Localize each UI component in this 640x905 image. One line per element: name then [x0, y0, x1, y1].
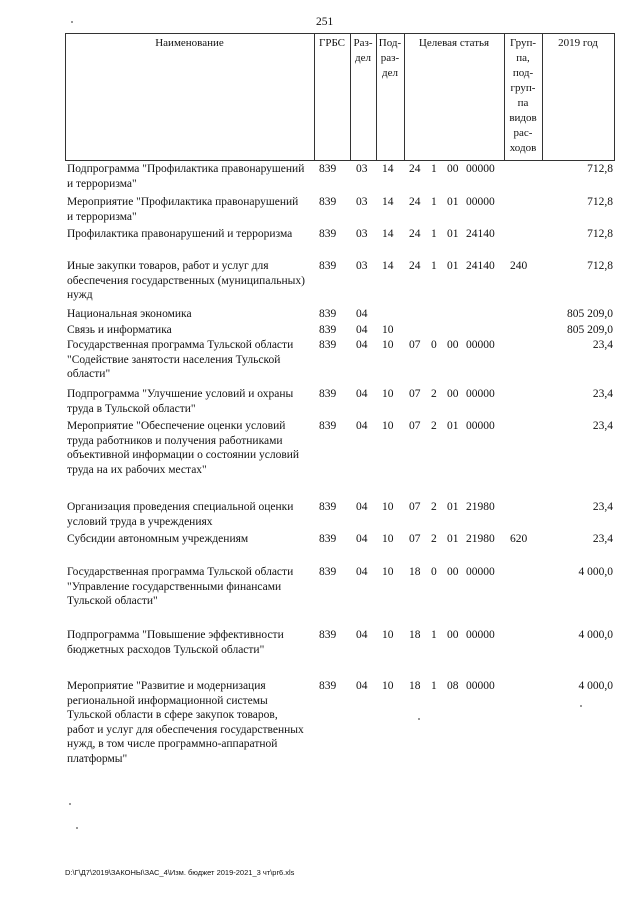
row-cs1: 18 [409, 629, 421, 641]
row-sum: 805 209,0 [567, 324, 613, 336]
scan-speck [76, 827, 78, 829]
row-name: Мероприятие "Профилактика правонарушений и терроризма" [67, 196, 299, 223]
row-cs2: 0 [431, 339, 437, 351]
row-sum: 4 000,0 [578, 566, 613, 578]
row-grbs: 839 [319, 260, 337, 272]
row-vr: 240 [510, 260, 528, 272]
row-cs4: 00000 [466, 680, 495, 692]
row-cs2: 2 [431, 388, 437, 400]
row-cs2: 2 [431, 420, 437, 432]
row-name: Субсидии автономным учреждениям [67, 533, 249, 545]
row-grbs: 839 [319, 324, 337, 336]
row-cs3: 00 [447, 629, 459, 641]
row-name: Подпрограмма "Повышение эффективности бюджетных расходов Тульской области" [67, 629, 284, 656]
row-sum: 712,8 [587, 163, 613, 175]
row-cs3: 01 [447, 501, 459, 513]
row-name: Мероприятие "Обеспечение оценки условий труда работников и получения работниками объективной информации о состоянии условий труда на их рабочих местах" [67, 420, 300, 476]
row-rz: 04 [356, 533, 368, 545]
row-cs2: 1 [431, 260, 437, 272]
row-name: Связь и информатика [67, 324, 172, 336]
row-grbs: 839 [319, 163, 337, 175]
row-cs1: 07 [409, 420, 421, 432]
header-group-line: груп- [510, 82, 536, 94]
header-group [504, 36, 542, 156]
row-rz: 04 [356, 501, 368, 513]
row-cs4: 00000 [466, 629, 495, 641]
row-cs2: 1 [431, 228, 437, 240]
row-pr: 10 [382, 501, 394, 513]
row-sum: 23,4 [592, 420, 613, 432]
row-name: Профилактика правонарушений и терроризма [67, 228, 293, 240]
row-cs4: 00000 [466, 339, 495, 351]
row-cs2: 2 [431, 501, 437, 513]
row-cs1: 24 [409, 228, 421, 240]
row-rz: 03 [356, 228, 368, 240]
row-grbs: 839 [319, 533, 337, 545]
header-group-line: рас- [513, 127, 533, 139]
row-rz: 04 [356, 324, 368, 336]
row-grbs: 839 [319, 308, 337, 320]
row-cs2: 1 [431, 680, 437, 692]
row-cs4: 00000 [466, 566, 495, 578]
header-year: 2019 год [558, 37, 598, 49]
row-name: Государственная программа Тульской области "Управление государственными финансами Тульской области" [67, 566, 294, 607]
row-pr: 10 [382, 629, 394, 641]
row-pr: 14 [382, 260, 394, 272]
row-sum: 4 000,0 [578, 680, 613, 692]
header-razdel [350, 36, 376, 66]
row-cs3: 01 [447, 260, 459, 272]
row-rz: 03 [356, 163, 368, 175]
row-cs4: 00000 [466, 163, 495, 175]
row-rz: 04 [356, 420, 368, 432]
row-sum: 712,8 [587, 260, 613, 272]
row-cs4: 21980 [466, 533, 495, 545]
scan-speck [418, 718, 420, 720]
row-cs1: 07 [409, 501, 421, 513]
row-pr: 14 [382, 163, 394, 175]
row-cs3: 00 [447, 388, 459, 400]
row-cs1: 18 [409, 680, 421, 692]
row-cs3: 08 [447, 680, 459, 692]
row-rz: 04 [356, 680, 368, 692]
row-cs1: 18 [409, 566, 421, 578]
row-sum: 23,4 [592, 388, 613, 400]
header-podrazdel-line: раз- [380, 52, 400, 64]
scan-speck [580, 705, 582, 707]
row-grbs: 839 [319, 420, 337, 432]
header-target: Целевая статья [418, 37, 490, 49]
row-cs1: 07 [409, 339, 421, 351]
header-podrazdel-line: Под- [378, 37, 402, 49]
row-cs4: 00000 [466, 388, 495, 400]
row-grbs: 839 [319, 339, 337, 351]
row-pr: 10 [382, 533, 394, 545]
row-rz: 04 [356, 566, 368, 578]
header-group-line: под- [512, 67, 534, 79]
row-cs1: 24 [409, 163, 421, 175]
row-cs4: 24140 [466, 260, 495, 272]
row-pr: 10 [382, 566, 394, 578]
page-number: 251 [316, 16, 334, 28]
row-rz: 04 [356, 308, 368, 320]
row-name: Мероприятие "Развитие и модернизация региональной информационной системы Тульской области в сфере закупок товаров, работ и услуг для обеспечения государственных нужд, в том числе программно-аппаратной платформы" [67, 680, 304, 765]
row-cs4: 00000 [466, 196, 495, 208]
row-sum: 23,4 [592, 501, 613, 513]
header-group-line: видов [509, 112, 537, 124]
row-sum: 23,4 [592, 533, 613, 545]
row-pr: 10 [382, 339, 394, 351]
row-pr: 14 [382, 228, 394, 240]
row-pr: 10 [382, 388, 394, 400]
row-grbs: 839 [319, 629, 337, 641]
header-podrazdel [376, 36, 404, 81]
row-rz: 04 [356, 388, 368, 400]
row-cs2: 1 [431, 163, 437, 175]
row-grbs: 839 [319, 680, 337, 692]
row-cs1: 07 [409, 533, 421, 545]
row-vr: 620 [510, 533, 528, 545]
row-cs3: 01 [447, 228, 459, 240]
row-pr: 10 [382, 680, 394, 692]
header-name: Наименование [155, 37, 224, 49]
row-cs3: 01 [447, 196, 459, 208]
header-grbs: ГРБС [318, 37, 346, 49]
row-sum: 23,4 [592, 339, 613, 351]
row-sum: 712,8 [587, 196, 613, 208]
row-cs3: 01 [447, 420, 459, 432]
row-sum: 4 000,0 [578, 629, 613, 641]
row-pr: 10 [382, 324, 394, 336]
row-cs1: 24 [409, 196, 421, 208]
header-group-line: па [517, 97, 529, 109]
scan-speck [71, 21, 73, 23]
row-name: Иные закупки товаров, работ и услуг для обеспечения государственных (муниципальных) нужд [67, 260, 305, 301]
header-group-line: па, [516, 52, 530, 64]
row-cs3: 00 [447, 566, 459, 578]
file-path: D:\Г\Д7\2019\ЗАКОНЫ\ЗАС_4\Изм. бюджет 2019-2021_3 чт\pr6.xls [65, 868, 295, 877]
header-group-line: Груп- [509, 37, 537, 49]
header-razdel-line: Раз- [353, 37, 373, 49]
row-cs1: 07 [409, 388, 421, 400]
row-name: Подпрограмма "Профилактика правонарушений и терроризма" [67, 163, 305, 190]
row-name: Подпрограмма "Улучшение условий и охраны труда в Тульской области" [67, 388, 294, 415]
row-cs3: 01 [447, 533, 459, 545]
row-name: Государственная программа Тульской области "Содействие занятости населения Тульской области" [67, 339, 294, 380]
row-cs4: 24140 [466, 228, 495, 240]
header-razdel-line: дел [355, 52, 371, 64]
row-grbs: 839 [319, 196, 337, 208]
row-cs3: 00 [447, 163, 459, 175]
row-cs2: 2 [431, 533, 437, 545]
row-cs4: 00000 [466, 420, 495, 432]
row-grbs: 839 [319, 388, 337, 400]
row-rz: 04 [356, 339, 368, 351]
header-group-line: ходов [509, 142, 537, 154]
scan-speck [69, 803, 71, 805]
row-name: Организация проведения специальной оценки условий труда в учреждениях [67, 501, 294, 528]
row-name: Национальная экономика [67, 308, 192, 320]
row-pr: 14 [382, 196, 394, 208]
row-rz: 04 [356, 629, 368, 641]
row-cs2: 1 [431, 629, 437, 641]
row-rz: 03 [356, 260, 368, 272]
row-sum: 805 209,0 [567, 308, 613, 320]
row-cs2: 0 [431, 566, 437, 578]
row-grbs: 839 [319, 566, 337, 578]
row-cs4: 21980 [466, 501, 495, 513]
row-grbs: 839 [319, 501, 337, 513]
table-header [65, 33, 615, 161]
row-cs1: 24 [409, 260, 421, 272]
row-cs2: 1 [431, 196, 437, 208]
header-podrazdel-line: дел [382, 67, 398, 79]
row-cs3: 00 [447, 339, 459, 351]
row-rz: 03 [356, 196, 368, 208]
row-sum: 712,8 [587, 228, 613, 240]
row-grbs: 839 [319, 228, 337, 240]
row-pr: 10 [382, 420, 394, 432]
